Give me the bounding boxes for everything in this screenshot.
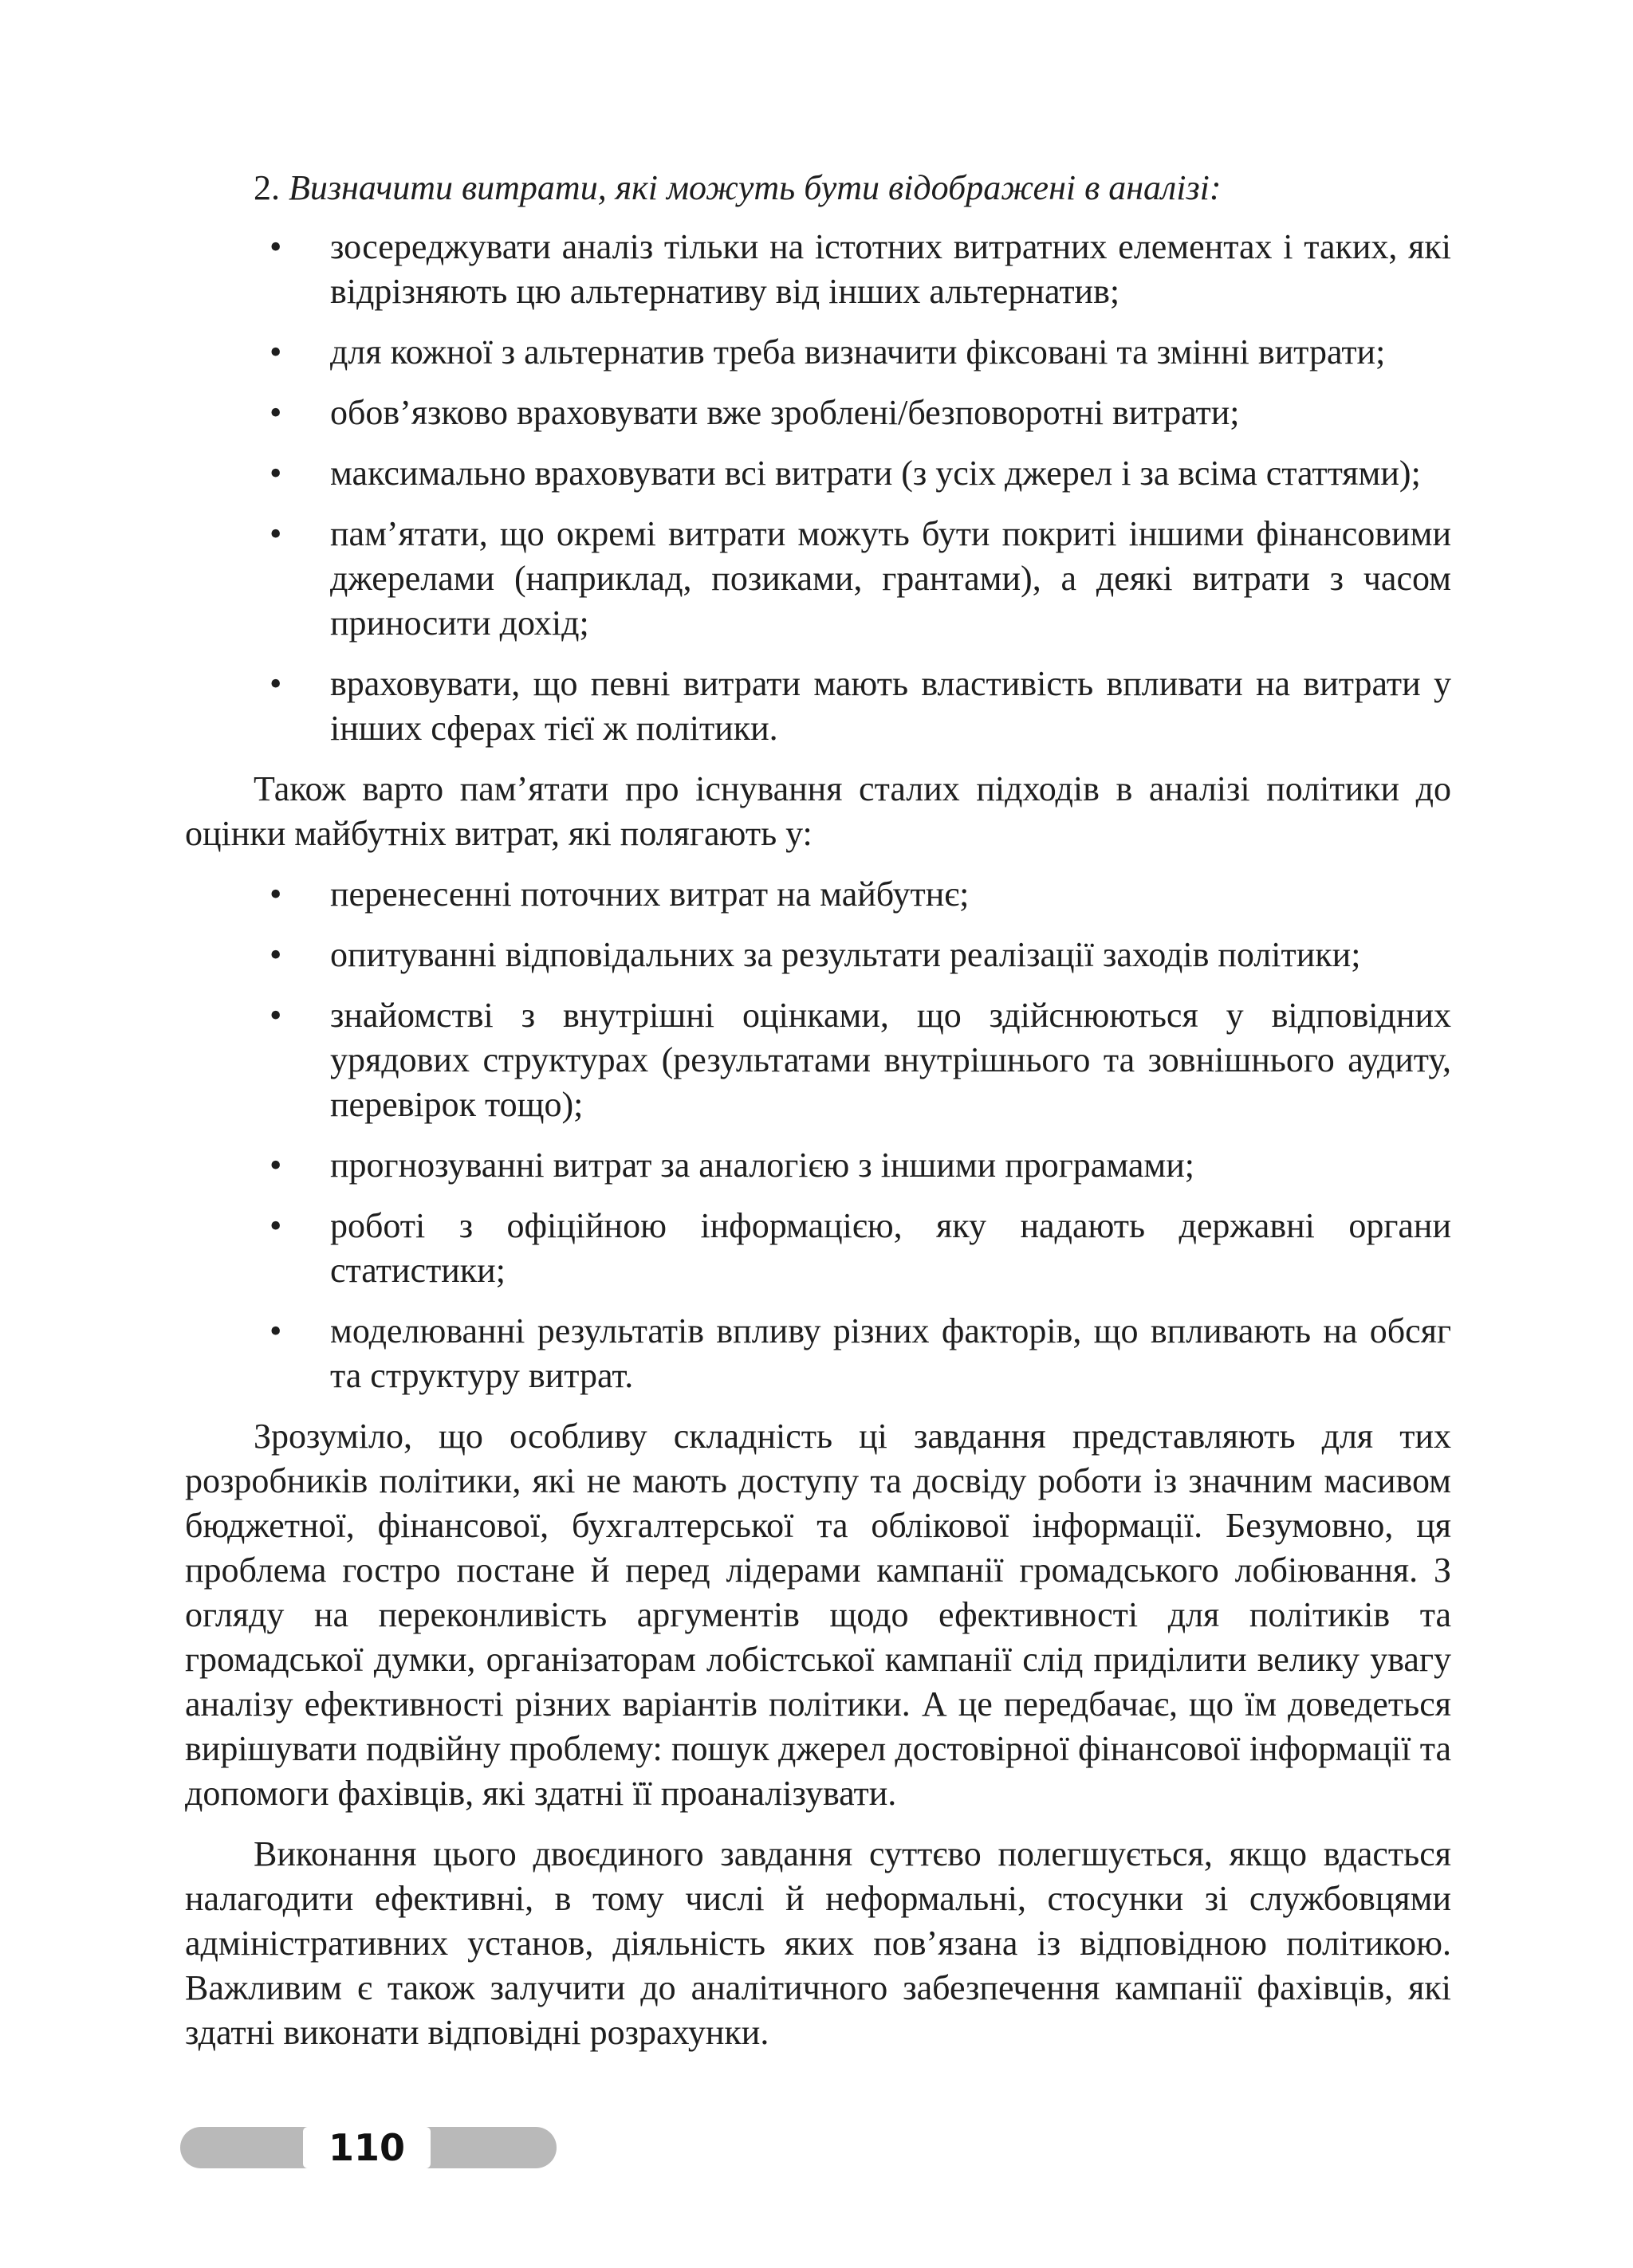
bullet-icon: • <box>270 393 282 432</box>
list-item <box>185 1204 1451 1293</box>
list-item <box>185 1143 1451 1188</box>
list-item <box>185 451 1451 496</box>
page-body <box>185 166 1451 2071</box>
list-item <box>185 391 1451 435</box>
list-item <box>185 225 1451 314</box>
bullet-icon: • <box>270 1206 282 1245</box>
list-item-text: перенесенні поточних витрат на майбутнє; <box>330 875 970 914</box>
bullet-icon: • <box>270 996 282 1035</box>
list-item-text: для кожної з альтернатив треба визначити фіксовані та змінні витрати; <box>330 332 1386 371</box>
bullet-icon: • <box>270 227 282 266</box>
list-item-text: максимально враховувати всі витрати (з усіх джерел і за всіма статтями); <box>330 454 1421 493</box>
bullet-icon: • <box>270 514 282 553</box>
list-item-text: пам’ятати, що окремі витрати можуть бути покриті іншими фінансовими джерелами (наприклад, позиками, грантами), а деякі витрати з часом приносити дохід; <box>330 514 1451 643</box>
section-heading-text: Визначити витрати, які можуть бути відображені в аналізі: <box>289 168 1222 207</box>
body-paragraph: Зрозуміло, що особливу складність ці завдання представляють для тих розробників політики, які не мають доступу та досвіду роботи із значним масивом бюджетної, фінансової, бухгалтерської та облікової інформації. Безумовно, ця проблема гостро постане й перед лідерами кампанії громадського лобіювання. З огляду на переконливість аргументів щодо ефективності для політиків та громадської думки, організаторам лобістської кампанії слід приділити велику увагу аналізу ефективності різних варіантів політики. А це передбачає, що їм доведеться вирішувати подвійну проблему: пошук джерел достовірної фінансової інформації та допомоги фахівців, які здатні її проаналізувати. <box>185 1417 1451 1813</box>
body-paragraph: Виконання цього двоєдиного завдання суттєво полегшується, якщо вдасться налагодити ефективні, в тому числі й неформальні, стосунки зі службовцями адміністративних установ, діяльність яких пов’язана із відповідною політикою. Важливим є також залучити до аналітичного забезпечення кампанії фахівців, які здатні виконати відповідні розрахунки. <box>185 1834 1451 2052</box>
page-footer-bar <box>180 2127 557 2168</box>
bullet-icon: • <box>270 332 282 371</box>
page-number: 110 <box>328 2126 406 2169</box>
list-item <box>185 872 1451 917</box>
list-item <box>185 330 1451 375</box>
cost-bullet-list <box>185 225 1451 751</box>
list-item-text: моделюванні результатів впливу різних факторів, що впливають на обсяг та структуру витрат. <box>330 1311 1451 1395</box>
bullet-icon: • <box>270 1311 282 1350</box>
list-item-text: обов’язково враховувати вже зроблені/безповоротні витрати; <box>330 393 1240 432</box>
list-item <box>185 993 1451 1127</box>
list-item-text: зосереджувати аналіз тільки на істотних витратних елементах і таких, які відрізняють цю альтернативу від інших альтернатив; <box>330 227 1451 311</box>
page-number-box <box>303 2127 431 2168</box>
list-item-text: роботі з офіційною інформацією, яку надають державні органи статистики; <box>330 1206 1451 1290</box>
intro-paragraph: Також варто пам’ятати про існування сталих підходів в аналізі політики до оцінки майбутніх витрат, які полягають у: <box>185 769 1451 853</box>
list-item <box>185 1309 1451 1398</box>
list-item <box>185 933 1451 977</box>
list-item-text: опитуванні відповідальних за результати реалізації заходів політики; <box>330 935 1361 974</box>
list-item-text: знайомстві з внутрішні оцінками, що здійснюються у відповідних урядових структурах (результатами внутрішнього та зовнішнього аудиту, перевірок тощо); <box>330 996 1451 1124</box>
bullet-icon: • <box>270 664 282 703</box>
list-item-text: враховувати, що певні витрати мають властивість впливати на витрати у інших сферах тієї ж політики. <box>330 664 1451 748</box>
list-item <box>185 662 1451 751</box>
list-item-text: прогнозуванні витрат за аналогією з іншими програмами; <box>330 1146 1195 1185</box>
approach-bullet-list <box>185 872 1451 1398</box>
section-heading-number: 2. <box>254 168 280 207</box>
bullet-icon: • <box>270 875 282 914</box>
bullet-icon: • <box>270 1146 282 1185</box>
bullet-icon: • <box>270 935 282 974</box>
bullet-icon: • <box>270 454 282 493</box>
section-heading <box>185 166 1451 210</box>
list-item <box>185 512 1451 646</box>
